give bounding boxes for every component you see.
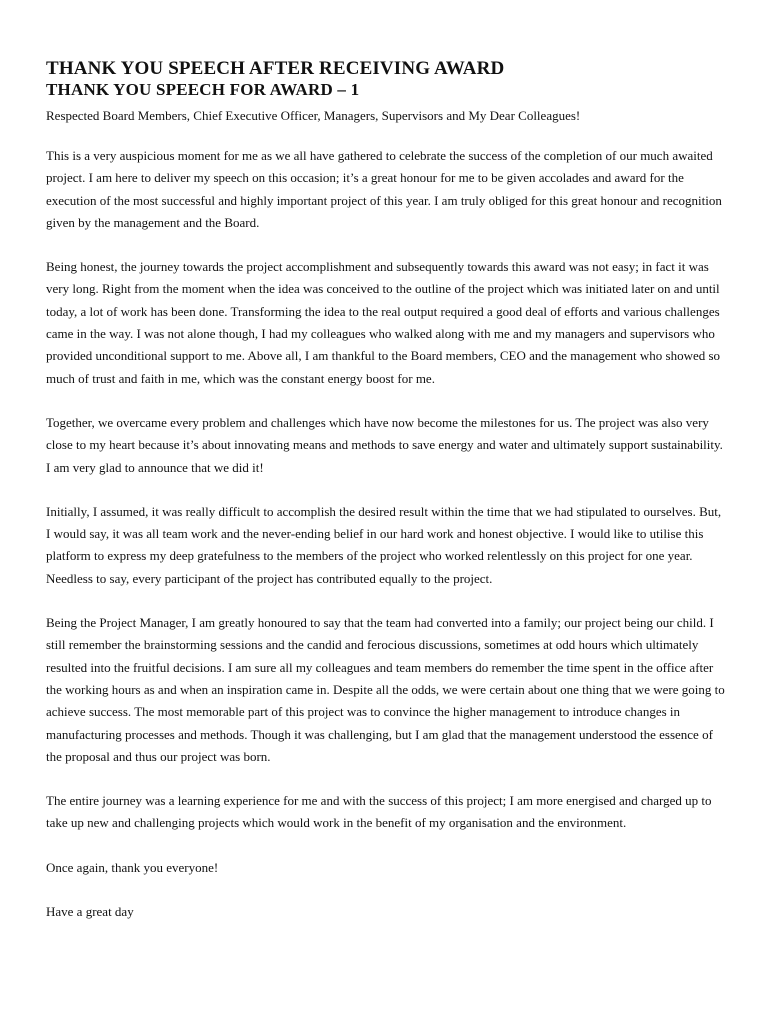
paragraph-journey: Being honest, the journey towards the project accomplishment and subsequently towards this award was not easy; in fact it was very long. Right from the moment when the idea was conceived to the outline of the project which was initiated later on and until today, a lot of work has been done. Transforming the idea to the real output required a good deal of efforts and various challenges came in the way. I was not alone though, I had my colleagues who walked along with me and my managers and supervisors who provided unconditional support to me. Above all, I am thankful to the Board members, CEO and the management who showed so much of trust and faith in me, which was the constant energy boost for me.	[46, 259, 721, 386]
paragraph-thanks: Once again, thank you everyone!	[46, 859, 219, 875]
document-title: THANK YOU SPEECH AFTER RECEIVING AWARD	[46, 58, 505, 79]
paragraph-milestones: Together, we overcame every problem and challenges which have now become the milestones for us. The project was also very close to my heart because it’s about innovating means and methods to save energy and water and ultimately support sustainability. I am very glad to announce that we did it!	[46, 414, 723, 475]
paragraph-teamwork: Initially, I assumed, it was really difficult to accomplish the desired result within the time that we had stipulated to ourselves. But, I would say, it was all team work and the never-ending belief in our hard work and honest objective. I would like to utilise this platform to express my deep gratefulness to the members of the project who worked relentlessly on this project for one year. Needless to say, every participant of the project has contributed equally to the project.	[46, 503, 722, 586]
paragraph-intro: This is a very auspicious moment for me as we all have gathered to celebrate the success of the completion of our much awaited project. I am here to deliver my speech on this occasion; it’s a great honour for me to be given accolades and award for the execution of the most successful and highly important project of this year. I am truly obliged for this great honour and recognition given by the management and the Board.	[46, 148, 722, 230]
document-body	[46, 58, 726, 923]
salutation: Respected Board Members, Chief Executive Officer, Managers, Supervisors and My Dear Colleagues!	[46, 108, 581, 123]
document-subtitle: THANK YOU SPEECH FOR AWARD – 1	[46, 80, 360, 99]
paragraph-learning: The entire journey was a learning experience for me and with the success of this project; I am more energised and charged up to take up new and challenging projects which would work in the benefit of my organisation and the environment.	[46, 793, 712, 831]
paragraph-project-manager: Being the Project Manager, I am greatly honoured to say that the team had converted into a family; our project being our child. I still remember the brainstorming sessions and the candid and ferocious discussions, sometimes at odd hours which ultimately resulted into the fruitful decisions. I am sure all my colleagues and team members do remember the time spent in the office after the working hours as and when an inspiration came in. Despite all the odds, we were certain about one thing that we were going to achieve success. The most memorable part of this project was to convince the higher management to introduce changes in manufacturing processes and methods. Though it was challenging, but I am glad that the management understood the essence of the proposal and thus our project was born.	[46, 615, 725, 764]
paragraph-closing: Have a great day	[46, 904, 134, 920]
